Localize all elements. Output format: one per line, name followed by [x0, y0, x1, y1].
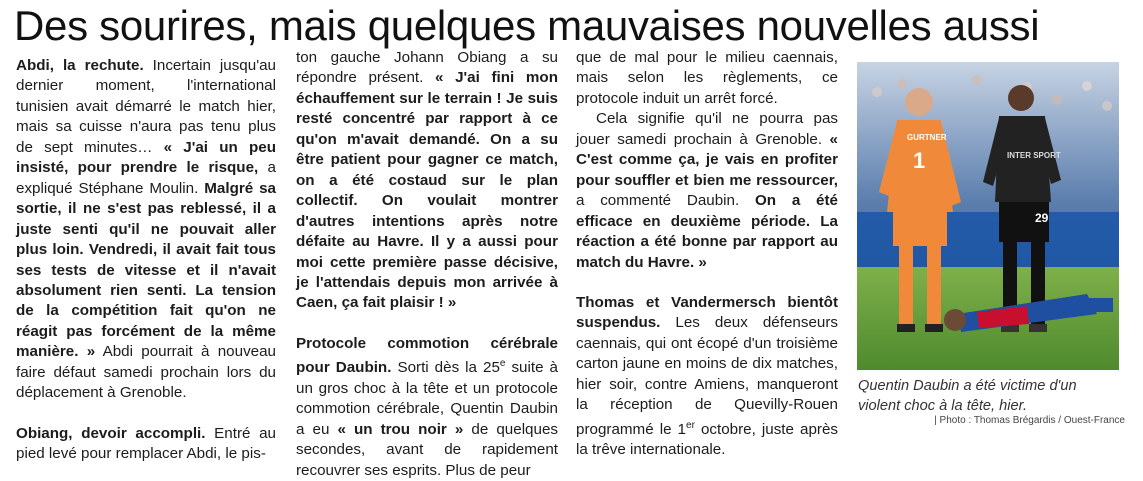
paragraph-obiang-cont — [296, 48, 558, 314]
photo-illustration — [857, 62, 1119, 370]
quote: On a été efficace en deuxième période. La réaction a été bonne par rapport au match du Havre. » — [576, 192, 838, 271]
text: a expliqué Stéphane Moulin. — [16, 159, 276, 197]
paragraph-daubin-cont: que de mal pour le milieu caennais, mais selon les règlements, ce protocole induit un arrêt forcé. — [576, 49, 838, 107]
text: Entré au pied levé pour remplacer Abdi, le pis- — [16, 424, 276, 463]
paragraph-daubin — [296, 334, 558, 481]
article-column-1 — [16, 56, 276, 465]
text: de quelques secondes, avant de rapidement recouvrer ses esprits. Plus de peur — [296, 420, 558, 479]
quote: « J'ai un peu insisté, pour prendre le risque, — [16, 138, 277, 177]
shirt-sponsor: INTER SPORT — [1007, 151, 1061, 160]
section-title-obiang: Obiang, devoir accompli. — [16, 424, 206, 442]
section-title-daubin: Protocole commotion cérébrale pour Daubin. — [296, 334, 558, 377]
photo-caption: Quentin Daubin a été victime d'un violent choc à la tête, hier. — [858, 378, 1077, 414]
text: Les deux défenseurs caennais, qui ont écopé d'un troisième carton jaune en moins de dix matches, hier soir, contre Amiens, manqueront la réception de Quevilly-Rouen programmé le 1 — [576, 314, 838, 438]
paragraph-obiang — [16, 424, 276, 465]
paragraph-abdi — [16, 56, 276, 404]
article-column-2 — [296, 48, 558, 481]
text: ton gauche Johann Obiang a su répondre présent. — [296, 49, 558, 87]
text: Sorti dès la 25 — [391, 359, 500, 377]
text: octobre, juste après la trêve internationale. — [576, 420, 839, 459]
text: Incertain jusqu'au dernier moment, l'international tunisien avait démarré le match hier, mais sa cuisse n'aura pas tenu plus de sept minutes… — [16, 57, 276, 156]
headline: Des sourires, mais quelques mauvaises nouvelles aussi — [14, 2, 1040, 49]
text: Cela signifie qu'il ne pourra pas jouer samedi prochain à Grenoble. — [576, 110, 838, 148]
superscript: e — [499, 358, 506, 370]
photo-credit: | Photo : Thomas Brégardis / Ouest-France — [934, 415, 1125, 426]
paragraph-daubin-2 — [576, 109, 838, 273]
player-number: 29 — [1035, 211, 1049, 225]
text: suite à un gros choc à la tête et un protocole commotion cérébrale, Quentin Daubin a eu — [296, 359, 558, 438]
section-title-abdi: Abdi, la rechute. — [16, 57, 144, 74]
section-title-suspensions: Thomas et Vandermersch bientôt suspendus. — [576, 293, 838, 332]
quote: « J'ai fini mon échauffement sur le terrain ! Je suis resté concentré par rapport à ce qu'on m'avait demandé. On a su être patient pour gagner ce match, on a été costaud sur le plan collectif. On voulait montrer d'autres intentions après notre défaite au Havre. Il y a aussi pour moi cette première passe décisive, je l'attendais depuis mon arrivée à Caen, ça fait plaisir ! » — [296, 69, 558, 312]
quote: « un trou noir » — [337, 420, 464, 438]
text: Abdi pourrait à nouveau faire défaut samedi prochain lors du déplacement à Grenoble. — [16, 343, 277, 402]
keeper-name: GURTNER — [907, 133, 947, 142]
article-column-3 — [576, 48, 838, 461]
quote: Malgré sa sortie, il ne s'est pas reblessé, il a juste senti qu'il ne pouvait aller plus loin. Vendredi, il avait fait tous ses tests de vitesse et il n'avait absolument rien senti. La tension de la compétition fait qu'on ne réagit pas forcément de la même manière. » — [16, 179, 276, 361]
text: a commenté Daubin. — [576, 192, 755, 210]
keeper-number: 1 — [913, 148, 926, 173]
quote: « C'est comme ça, je vais en profiter pour souffler et bien me ressourcer, — [576, 130, 838, 189]
superscript: er — [686, 419, 695, 431]
match-photo — [857, 62, 1119, 370]
